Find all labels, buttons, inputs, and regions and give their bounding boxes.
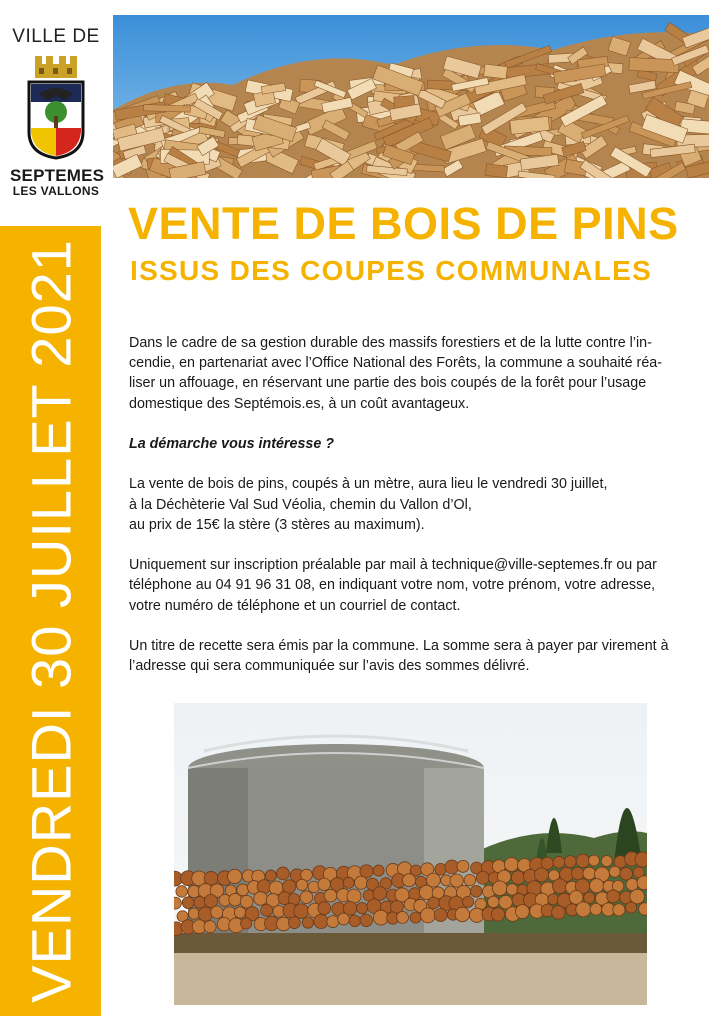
text-line: Uniquement sur inscription préalable par mail à technique@ville-septemes.fr ou par (129, 557, 657, 574)
main-title: VENTE DE BOIS DE PINS (128, 198, 679, 249)
text-line: l’adresse qui sera communiquée sur l’avis des sommes délivré. (129, 658, 530, 675)
text-line: Un titre de recette sera émis par la commune. La somme sera à payer par virement à (129, 637, 669, 654)
logo-name-line2: LES VALLONS (12, 184, 100, 198)
logo-name-line1: SEPTEMES (10, 166, 105, 185)
text-line: domestique des Septémois.es, à un coût avantageux. (129, 395, 470, 412)
text-line: à la Déchèterie Val Sud Véolia, chemin du Vallon d’Ol, (129, 496, 472, 513)
intro-paragraph (129, 333, 709, 414)
date-band (0, 226, 101, 1016)
text-line: La vente de bois de pins, coupés à un mètre, aura lieu le vendredi 30 juillet, (129, 476, 608, 493)
crest-icon (25, 54, 87, 160)
sale-paragraph (129, 474, 709, 535)
question-text: La démarche vous intéresse ? (129, 436, 335, 452)
body-text (129, 333, 709, 697)
text-line: téléphone au 04 91 96 31 08, en indiquant votre nom, votre prénom, votre adresse, (129, 577, 656, 594)
city-logo (10, 26, 105, 216)
firewood-pile-photo (113, 15, 709, 178)
text-line: au prix de 15€ la stère (3 stères au maximum). (129, 516, 425, 533)
text-line: cendie, en partenariat avec l’Office National des Forêts, la commune a souhaité réa- (129, 355, 662, 372)
text-line: votre numéro de téléphone et un courriel de contact. (129, 597, 461, 614)
text-line: Dans le cadre de sa gestion durable des massifs forestiers et de la lutte contre l’in- (129, 335, 652, 351)
registration-paragraph (129, 555, 709, 616)
payment-paragraph (129, 636, 709, 676)
event-date: VENDREDI 30 JUILLET 2021 (19, 239, 82, 1003)
logo-ville-de: VILLE DE (12, 26, 100, 47)
sub-title: ISSUS DES COUPES COMMUNALES (130, 255, 653, 286)
question-paragraph (129, 434, 709, 454)
water-tower-with-log-pile-photo (174, 703, 647, 1005)
text-line: liser un affouage, en réservant une partie des bois coupés de la forêt pour l’usage (129, 375, 647, 392)
